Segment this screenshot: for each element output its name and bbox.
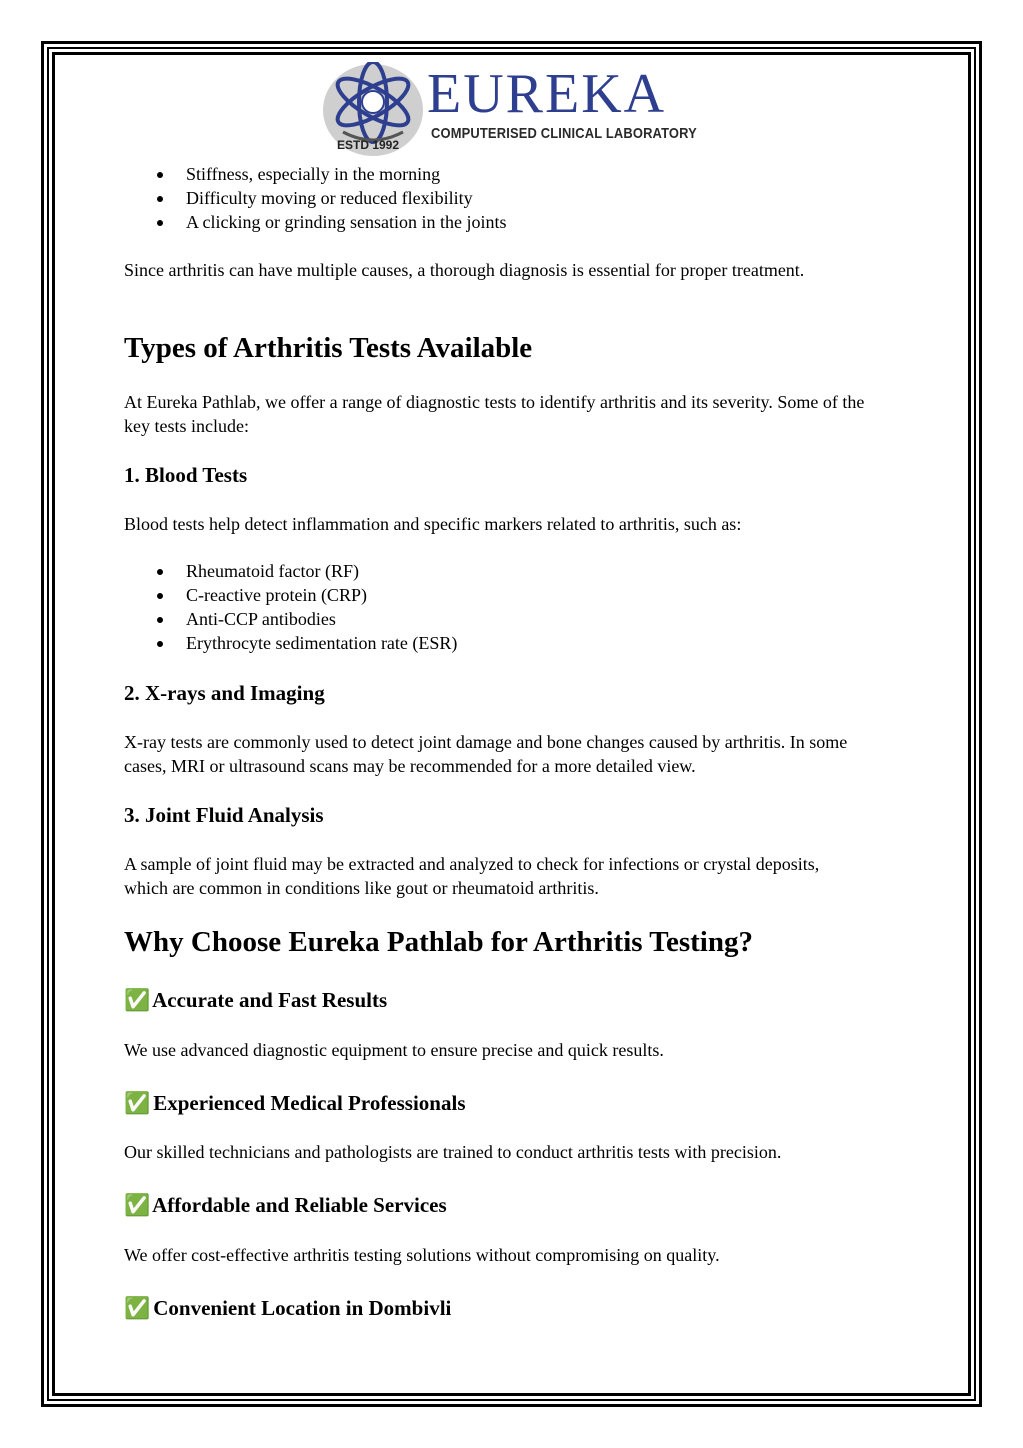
list-item: C-reactive protein (CRP) bbox=[124, 583, 457, 607]
bullet-icon bbox=[157, 593, 163, 599]
benefit-heading-experienced: ✅ Experienced Medical Professionals bbox=[124, 1091, 466, 1115]
check-mark-icon: ✅ bbox=[124, 1091, 151, 1115]
joint-fluid-paragraph: A sample of joint fluid may be extracted and analyzed to check for infections or crystal deposits, which are common in conditions like gout or rheumatoid arthritis. bbox=[124, 854, 820, 898]
list-item: Anti-CCP antibodies bbox=[124, 607, 457, 631]
intro-paragraph: Since arthritis can have multiple causes, a thorough diagnosis is essential for proper treatment. bbox=[124, 260, 805, 280]
logo-subtitle: COMPUTERISED CLINICAL LABORATORY bbox=[431, 125, 697, 142]
list-item: Difficulty moving or reduced flexibility bbox=[124, 186, 506, 210]
symptoms-list bbox=[124, 162, 506, 234]
bullet-icon bbox=[157, 569, 163, 575]
list-item: Erythrocyte sedimentation rate (ESR) bbox=[124, 631, 457, 655]
benefit-heading-affordable: ✅ Affordable and Reliable Services bbox=[124, 1193, 447, 1217]
logo-estd-text: ESTD 1992 bbox=[337, 138, 400, 152]
benefit-heading-accurate: ✅ Accurate and Fast Results bbox=[124, 988, 388, 1012]
bullet-icon bbox=[157, 196, 163, 202]
benefit-heading-location: ✅ Convenient Location in Dombivli bbox=[124, 1296, 452, 1320]
subheading-joint-fluid: 3. Joint Fluid Analysis bbox=[124, 803, 324, 827]
blood-tests-paragraph: Blood tests help detect inflammation and specific markers related to arthritis, such as: bbox=[124, 514, 742, 534]
list-item: Rheumatoid factor (RF) bbox=[124, 559, 457, 583]
bullet-icon bbox=[157, 641, 163, 647]
check-mark-icon: ✅ bbox=[124, 1296, 151, 1320]
logo-brand-name: EUREKA bbox=[427, 63, 667, 125]
subheading-blood-tests: 1. Blood Tests bbox=[124, 463, 248, 487]
benefit-text-experienced: Our skilled technicians and pathologists are trained to conduct arthritis tests with precision. bbox=[124, 1142, 782, 1162]
blood-markers-list bbox=[124, 559, 457, 655]
subheading-xrays: 2. X-rays and Imaging bbox=[124, 681, 325, 705]
eureka-logo bbox=[323, 62, 713, 158]
list-item: A clicking or grinding sensation in the joints bbox=[124, 210, 506, 234]
section-heading-tests: Types of Arthritis Tests Available bbox=[124, 332, 533, 364]
check-mark-icon: ✅ bbox=[124, 1193, 151, 1217]
tests-intro-paragraph: At Eureka Pathlab, we offer a range of diagnostic tests to identify arthritis and its severity. Some of the key tests include: bbox=[124, 392, 865, 436]
check-mark-icon: ✅ bbox=[124, 988, 151, 1012]
bullet-icon bbox=[157, 617, 163, 623]
bullet-icon bbox=[157, 172, 163, 178]
xray-paragraph: X-ray tests are commonly used to detect joint damage and bone changes caused by arthritis. In some cases, MRI or ultrasound scans may be recommended for a more detailed view. bbox=[124, 732, 848, 776]
section-heading-why: Why Choose Eureka Pathlab for Arthritis Testing? bbox=[124, 926, 753, 958]
benefit-text-accurate: We use advanced diagnostic equipment to ensure precise and quick results. bbox=[124, 1040, 664, 1060]
bullet-icon bbox=[157, 220, 163, 226]
benefit-text-affordable: We offer cost-effective arthritis testing solutions without compromising on quality. bbox=[124, 1245, 720, 1265]
list-item: Stiffness, especially in the morning bbox=[124, 162, 506, 186]
